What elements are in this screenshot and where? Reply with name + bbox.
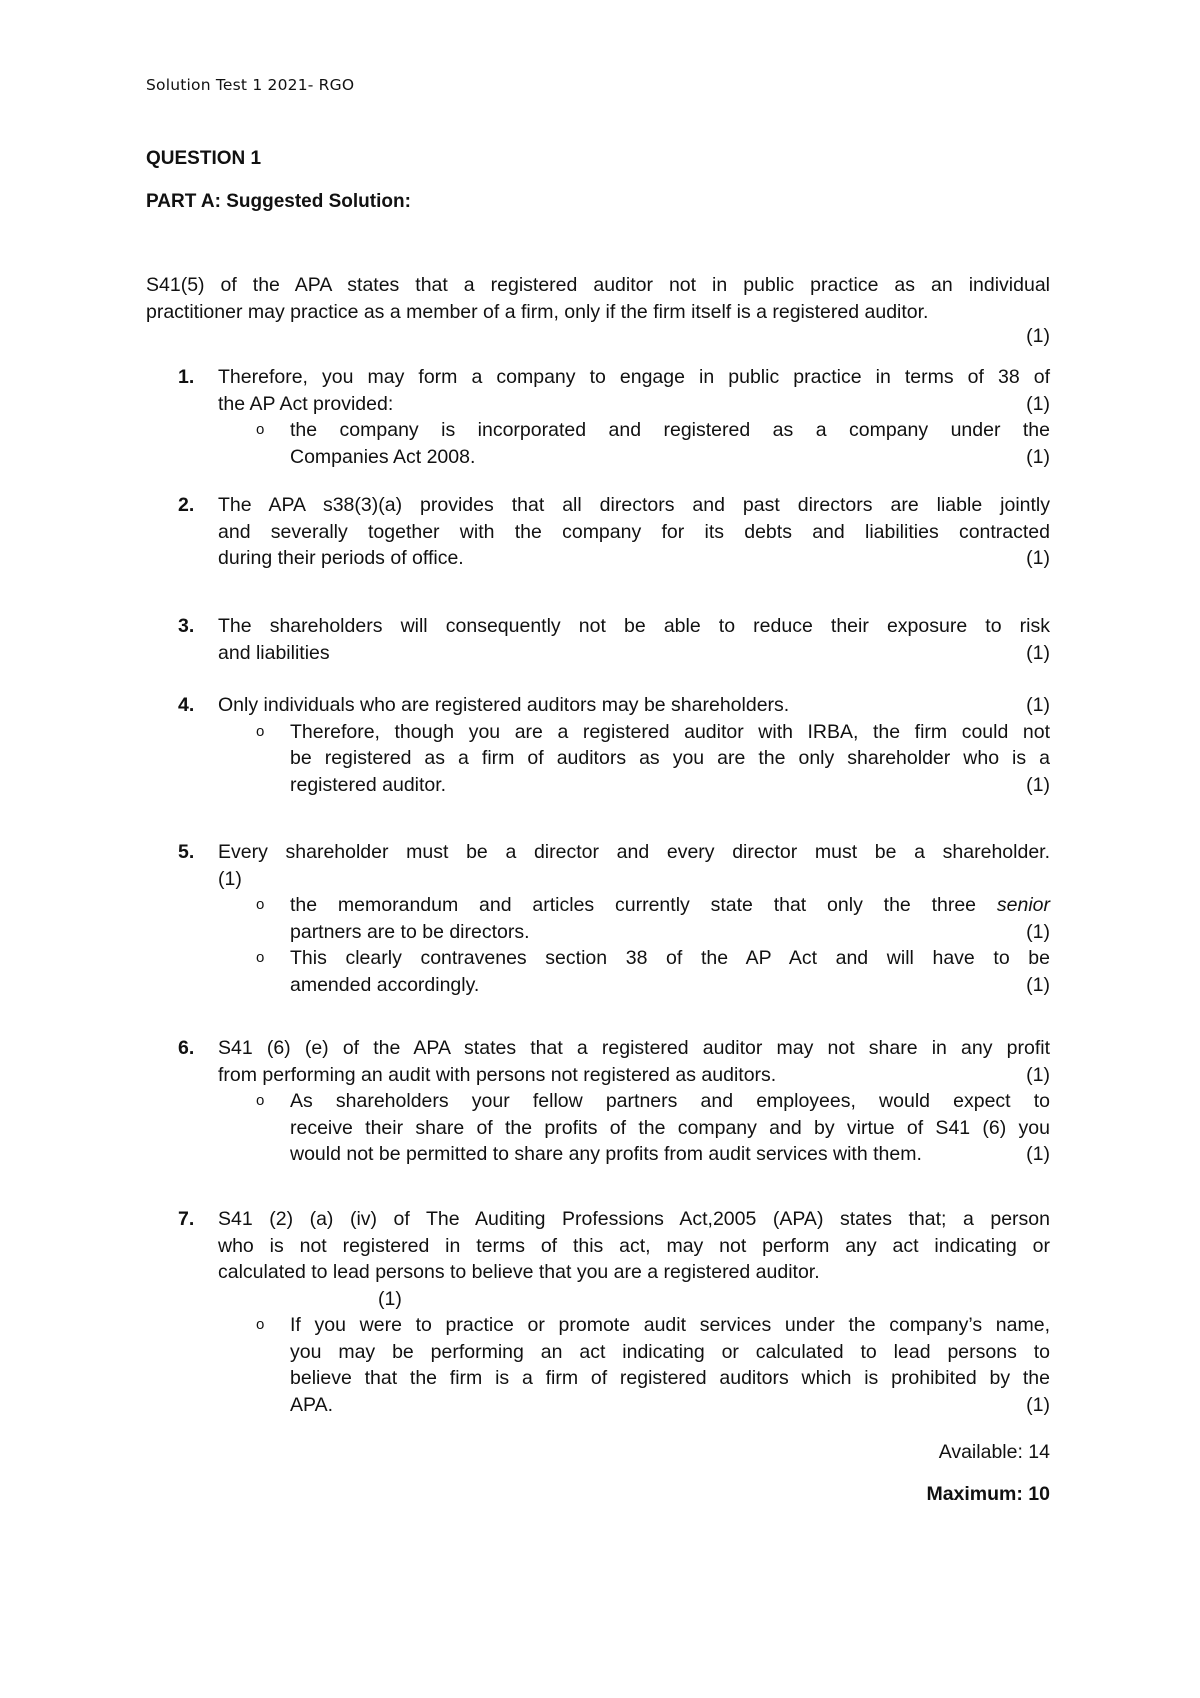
sub-line: APA. (1) bbox=[290, 1392, 1050, 1419]
item-number: 7. bbox=[178, 1208, 195, 1230]
item-line: Only individuals who are registered auditors may be shareholders. (1) bbox=[218, 692, 1050, 719]
sub-line: you may be performing an act indicating or calculated to lead persons to bbox=[290, 1340, 1050, 1363]
maximum-marks: Maximum: 10 bbox=[926, 1483, 1050, 1505]
sub-bullet bbox=[256, 1312, 1050, 1418]
sub-bullet bbox=[256, 892, 1050, 945]
item-number: 1. bbox=[178, 366, 195, 388]
sub-mark: (1) bbox=[1026, 1393, 1050, 1416]
available-marks: Available: 14 bbox=[938, 1441, 1050, 1463]
list-item bbox=[178, 613, 1050, 666]
item-line: The APA s38(3)(a) provides that all directors and past directors are liable jointly bbox=[218, 494, 1050, 516]
item-number: 2. bbox=[178, 494, 195, 516]
bullet-icon: o bbox=[256, 1092, 265, 1109]
question-title: QUESTION 1 bbox=[146, 148, 262, 169]
list-item bbox=[178, 492, 1050, 572]
item-number: 3. bbox=[178, 615, 195, 637]
item-line: who is not registered in terms of this act, may not perform any act indicating or bbox=[218, 1234, 1050, 1257]
sub-bullet bbox=[256, 719, 1050, 799]
sub-bullet bbox=[256, 417, 1050, 470]
item-line: the AP Act provided: (1) bbox=[218, 391, 1050, 418]
item-mark: (1) bbox=[1026, 694, 1050, 716]
list-item bbox=[178, 364, 1050, 470]
item-mark: (1) bbox=[1026, 392, 1050, 415]
item-line: Therefore, you may form a company to engage in public practice in terms of 38 of bbox=[218, 366, 1050, 388]
sub-line: Companies Act 2008. (1) bbox=[290, 444, 1050, 471]
item-line: Every shareholder must be a director and every director must be a shareholder. bbox=[218, 841, 1050, 863]
item-line: S41 (2) (a) (iv) of The Auditing Professions Act,2005 (APA) states that; a person bbox=[218, 1208, 1050, 1230]
bullet-icon: o bbox=[256, 722, 265, 740]
item-mark: (1) bbox=[1026, 547, 1050, 569]
item-line: (1) bbox=[218, 867, 242, 890]
sub-mark: (1) bbox=[1026, 773, 1050, 796]
sub-line: Therefore, though you are a registered auditor with IRBA, the firm could not bbox=[290, 720, 1050, 743]
sub-line: receive their share of the profits of the company and by virtue of S41 (6) you bbox=[290, 1116, 1050, 1139]
item-number: 6. bbox=[178, 1037, 195, 1059]
item-line: and liabilities (1) bbox=[218, 640, 1050, 667]
item-mark: (1) bbox=[1026, 641, 1050, 664]
list-item bbox=[178, 1206, 1050, 1418]
sub-bullet bbox=[256, 945, 1050, 998]
sub-line: This clearly contravenes section 38 of the AP Act and will have to be bbox=[290, 947, 1050, 969]
sub-line: the company is incorporated and registered as a company under the bbox=[290, 419, 1050, 441]
item-line: S41 (6) (e) of the APA states that a registered auditor may not share in any profit bbox=[218, 1037, 1050, 1059]
part-heading: PART A: Suggested Solution: bbox=[146, 191, 411, 212]
item-line: The shareholders will consequently not be able to reduce their exposure to risk bbox=[218, 615, 1050, 637]
intro-mark: (1) bbox=[1026, 325, 1050, 347]
italic-word: senior bbox=[996, 894, 1050, 916]
sub-mark: (1) bbox=[1026, 920, 1050, 943]
bullet-icon: o bbox=[256, 896, 265, 913]
list-item bbox=[178, 1035, 1050, 1168]
sub-line: would not be permitted to share any profits from audit services with them. (1) bbox=[290, 1141, 1050, 1168]
running-header: Solution Test 1 2021- RGO bbox=[146, 76, 355, 94]
sub-line: believe that the firm is a firm of registered auditors which is prohibited by the bbox=[290, 1367, 1050, 1389]
sub-line: the memorandum and articles currently state that only the three senior bbox=[290, 894, 1050, 916]
bullet-icon: o bbox=[256, 1316, 265, 1333]
item-line: from performing an audit with persons not registered as auditors. (1) bbox=[218, 1062, 1050, 1089]
intro-line: S41(5) of the APA states that a registered auditor not in public practice as an individual bbox=[146, 274, 1050, 296]
item-mark: (1) bbox=[1026, 1063, 1050, 1086]
sub-line: be registered as a firm of auditors as you are the only shareholder who is a bbox=[290, 747, 1050, 769]
intro-paragraph bbox=[146, 272, 1050, 325]
sub-line: registered auditor. (1) bbox=[290, 772, 1050, 799]
list-item bbox=[178, 692, 1050, 798]
item-line: and severally together with the company for its debts and liabilities contracted bbox=[218, 520, 1050, 543]
sub-bullet bbox=[256, 1088, 1050, 1168]
bullet-icon: o bbox=[256, 949, 265, 966]
sub-line: amended accordingly. (1) bbox=[290, 972, 1050, 999]
intro-line: practitioner may practice as a member of a firm, only if the firm itself is a registered auditor. bbox=[146, 300, 929, 323]
sub-line: partners are to be directors. (1) bbox=[290, 919, 1050, 946]
item-mark: (1) bbox=[378, 1287, 402, 1310]
sub-mark: (1) bbox=[1026, 1143, 1050, 1165]
item-number: 4. bbox=[178, 694, 195, 716]
sub-mark: (1) bbox=[1026, 445, 1050, 468]
sub-line: If you were to practice or promote audit services under the company’s name, bbox=[290, 1314, 1050, 1336]
item-line: during their periods of office. (1) bbox=[218, 545, 1050, 572]
bullet-icon: o bbox=[256, 421, 265, 438]
sub-mark: (1) bbox=[1026, 973, 1050, 996]
list-item bbox=[178, 839, 1050, 998]
sub-line: As shareholders your fellow partners and employees, would expect to bbox=[290, 1090, 1050, 1112]
item-line: calculated to lead persons to believe that you are a registered auditor. bbox=[218, 1261, 820, 1283]
item-number: 5. bbox=[178, 841, 195, 863]
